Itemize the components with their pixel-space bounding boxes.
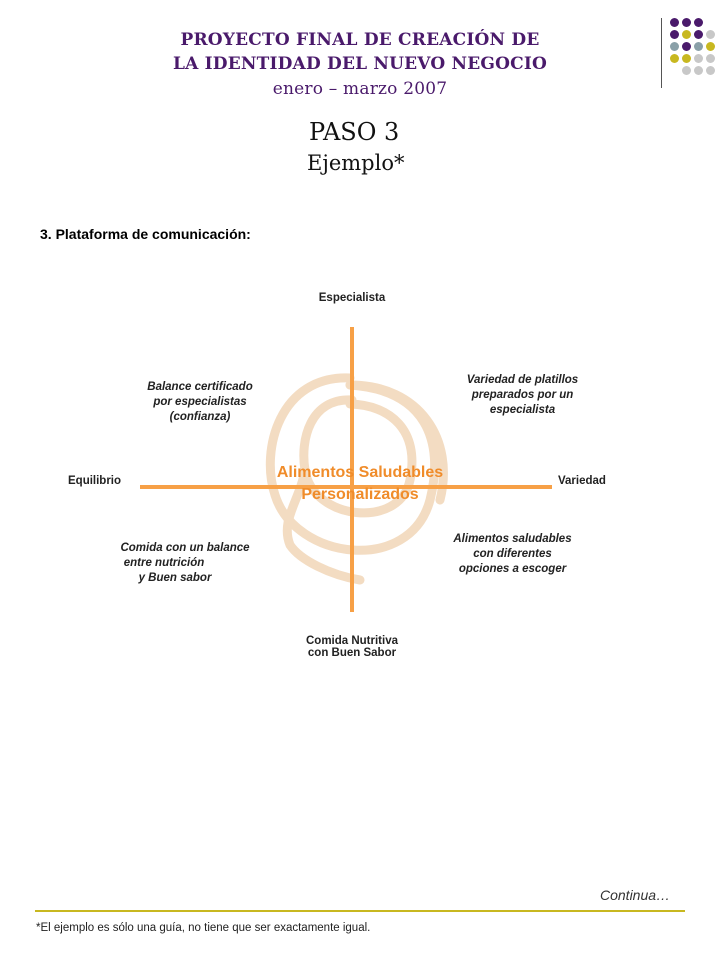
quadrant-text-line: especialista (489, 404, 556, 416)
axis-label-bottom-line1: Comida Nutritiva (305, 635, 398, 647)
center-concept-line2: Personalizados (301, 486, 419, 503)
quadrant-text-line: Comida con un balance (120, 542, 250, 554)
quadrant-text-line: opciones a escoger (458, 563, 567, 575)
quadrant-top-right (440, 373, 605, 418)
quadrant-bottom-left (95, 541, 275, 586)
axis-label-bottom (290, 635, 414, 659)
axis-label-right: Variedad (558, 475, 606, 487)
step-title: PASO 3 (309, 118, 400, 146)
quadrant-top-left (120, 380, 280, 425)
footer-divider (35, 910, 685, 912)
footnote: *El ejemplo es sólo una guía, no tiene que ser exactamente igual. (36, 922, 371, 934)
quadrant-text-line: Alimentos saludables (453, 533, 572, 545)
axis-label-top: Especialista (318, 292, 386, 304)
quadrant-text-line: por especialistas (153, 396, 247, 408)
section-title: 3. Plataforma de comunicación: (40, 226, 251, 242)
quadrant-bottom-right (430, 532, 595, 577)
center-concept-line1: Alimentos Saludables (276, 464, 444, 481)
quadrant-text-line: (confianza) (169, 411, 231, 423)
quadrant-text-line: y Buen sabor (138, 572, 212, 584)
header-date: enero – marzo 2007 (272, 79, 448, 99)
header-title-line1: PROYECTO FINAL DE CREACIÓN DE (180, 30, 540, 50)
quadrant-text-line: entre nutrición (123, 557, 205, 569)
quadrant-text-line: Variedad de platillos (466, 374, 579, 386)
axis-label-left: Equilibrio (68, 475, 122, 487)
header-title-line2: LA IDENTIDAD DEL NUEVO NEGOCIO (172, 54, 548, 74)
quadrant-text-line: preparados por un (471, 389, 574, 401)
center-concept (230, 462, 490, 506)
quadrant-text-line: Balance certificado (147, 381, 253, 393)
quadrant-text-line: con diferentes (473, 548, 552, 560)
example-subtitle: Ejemplo* (307, 151, 405, 175)
continue-text: Continua… (600, 887, 671, 903)
axis-label-bottom-line2: con Buen Sabor (307, 647, 397, 659)
